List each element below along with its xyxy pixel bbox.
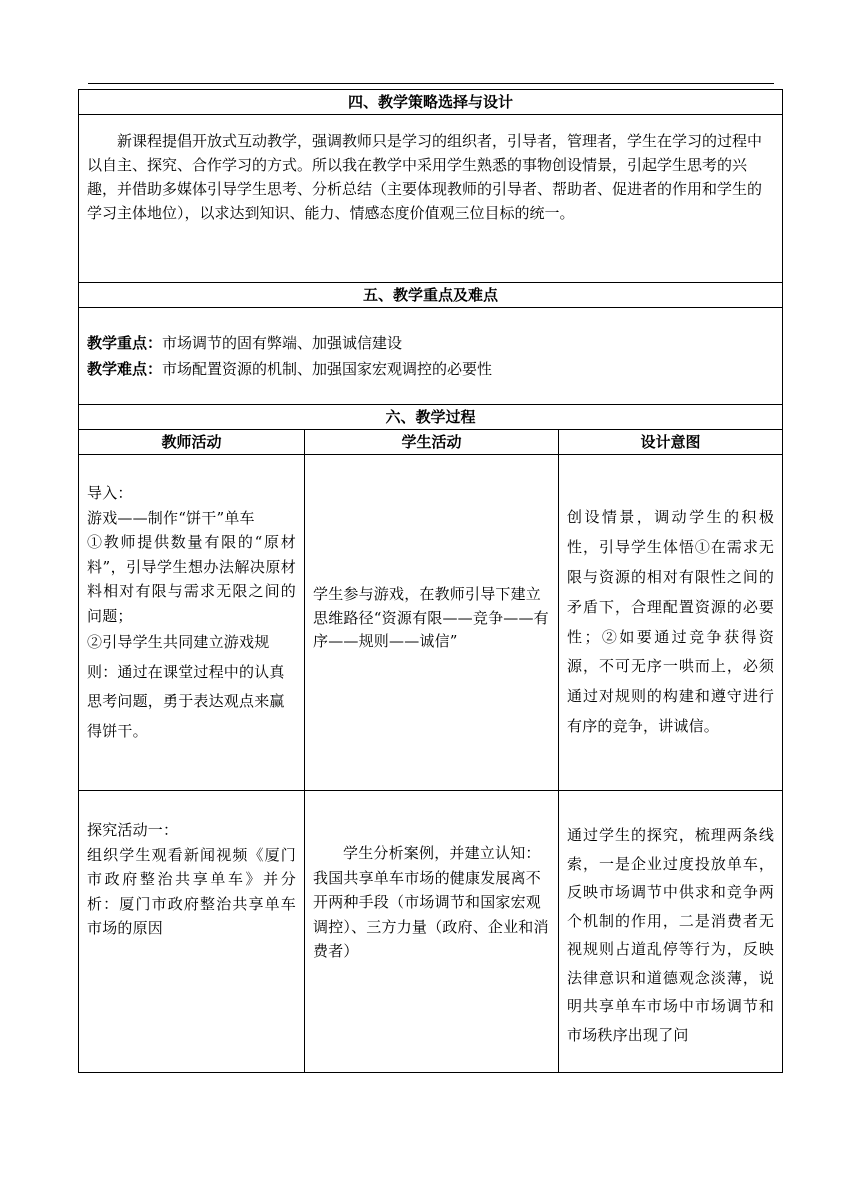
teacher-activity-line: 导入： <box>87 484 133 502</box>
student-activity-text: 学生分析案例，并建立认知：我国共享单车市场的健康发展离不开两种手段（市场调节和国家宏观调控）、三方力量（政府、企业和消费者） <box>313 844 549 960</box>
table-row <box>79 791 783 1073</box>
design-intent-cell <box>559 455 783 791</box>
table-row <box>79 455 783 791</box>
key-point-text: 市场调节的固有弊端、加强诚信建设 <box>162 334 403 352</box>
section5-body-cell <box>79 308 783 405</box>
teacher-activity-cell <box>79 791 305 1073</box>
section4-heading: 四、教学策略选择与设计 <box>79 90 783 115</box>
section6-heading: 六、教学过程 <box>79 405 783 430</box>
key-point-line <box>87 330 774 356</box>
teacher-activity-line: 组织学生观看新闻视频《厦门市政府整治共享单车》并分析：厦门市政府整治共享单车市场的原因 <box>87 845 296 937</box>
section4-body-cell <box>79 115 783 283</box>
design-intent-cell <box>559 791 783 1073</box>
lesson-plan-document <box>78 89 782 1073</box>
student-activity-text: 学生参与游戏，在教师引导下建立思维路径“资源有限——竞争——有序——规则——诚信” <box>313 585 549 651</box>
student-activity-cell <box>305 791 559 1073</box>
column-header-teacher: 教师活动 <box>79 430 305 455</box>
lesson-plan-table <box>78 89 783 1073</box>
difficult-point-text: 市场配置资源的机制、加强国家宏观调控的必要性 <box>162 360 493 378</box>
teacher-activity-line: ①教师提供数量有限的“原材料”，引导学生想办法解决原材料相对有限与需求无限之间的问题； <box>87 533 296 625</box>
difficult-point-line <box>87 356 774 382</box>
teacher-activity-line: ②引导学生共同建立游戏规则：通过在课堂过程中的认真思考问题，勇于表达观点来赢得饼干。 <box>87 633 285 740</box>
difficult-point-label: 教学难点： <box>87 360 163 378</box>
design-intent-text: 通过学生的探究，梳理两条线索，一是企业过度投放单车，反映市场调节中供求和竞争两个机制的作用，二是消费者无视规则占道乱停等行为，反映法律意识和道德观念淡薄，说明共享单车市场中市场调节和市场秩序出现了问 <box>567 826 775 1044</box>
section5-heading: 五、教学重点及难点 <box>79 283 783 308</box>
teacher-activity-line: 探究活动一： <box>87 821 179 839</box>
header-rule <box>88 83 774 84</box>
teacher-activity-line: 游戏——制作“饼干”单车 <box>87 508 255 527</box>
column-header-intent: 设计意图 <box>559 430 783 455</box>
column-header-student: 学生活动 <box>305 430 559 455</box>
teacher-activity-cell <box>79 455 305 791</box>
key-point-label: 教学重点： <box>87 334 163 352</box>
student-activity-cell <box>305 455 559 791</box>
design-intent-text: 创设情景，调动学生的积极性，引导学生体悟①在需求无限与资源的相对有限性之间的矛盾下，合理配置资源的必要性；②如要通过竞争获得资源，不可无序一哄而上，必须通过对规则的构建和遵守进行有序的竞争，讲诚信。 <box>567 508 775 735</box>
section4-body: 新课程提倡开放式互动教学，强调教师只是学习的组织者，引导者，管理者，学生在学习的过程中以自主、探究、合作学习的方式。所以我在教学中采用学生熟悉的事物创设情景，引起学生思考的兴趣，并借助多媒体引导学生思考、分析总结（主要体现教师的引导者、帮助者、促进者的作用和学生的学习主体地位），以求达到知识、能力、情感态度价值观三位目标的统一。 <box>87 132 763 222</box>
